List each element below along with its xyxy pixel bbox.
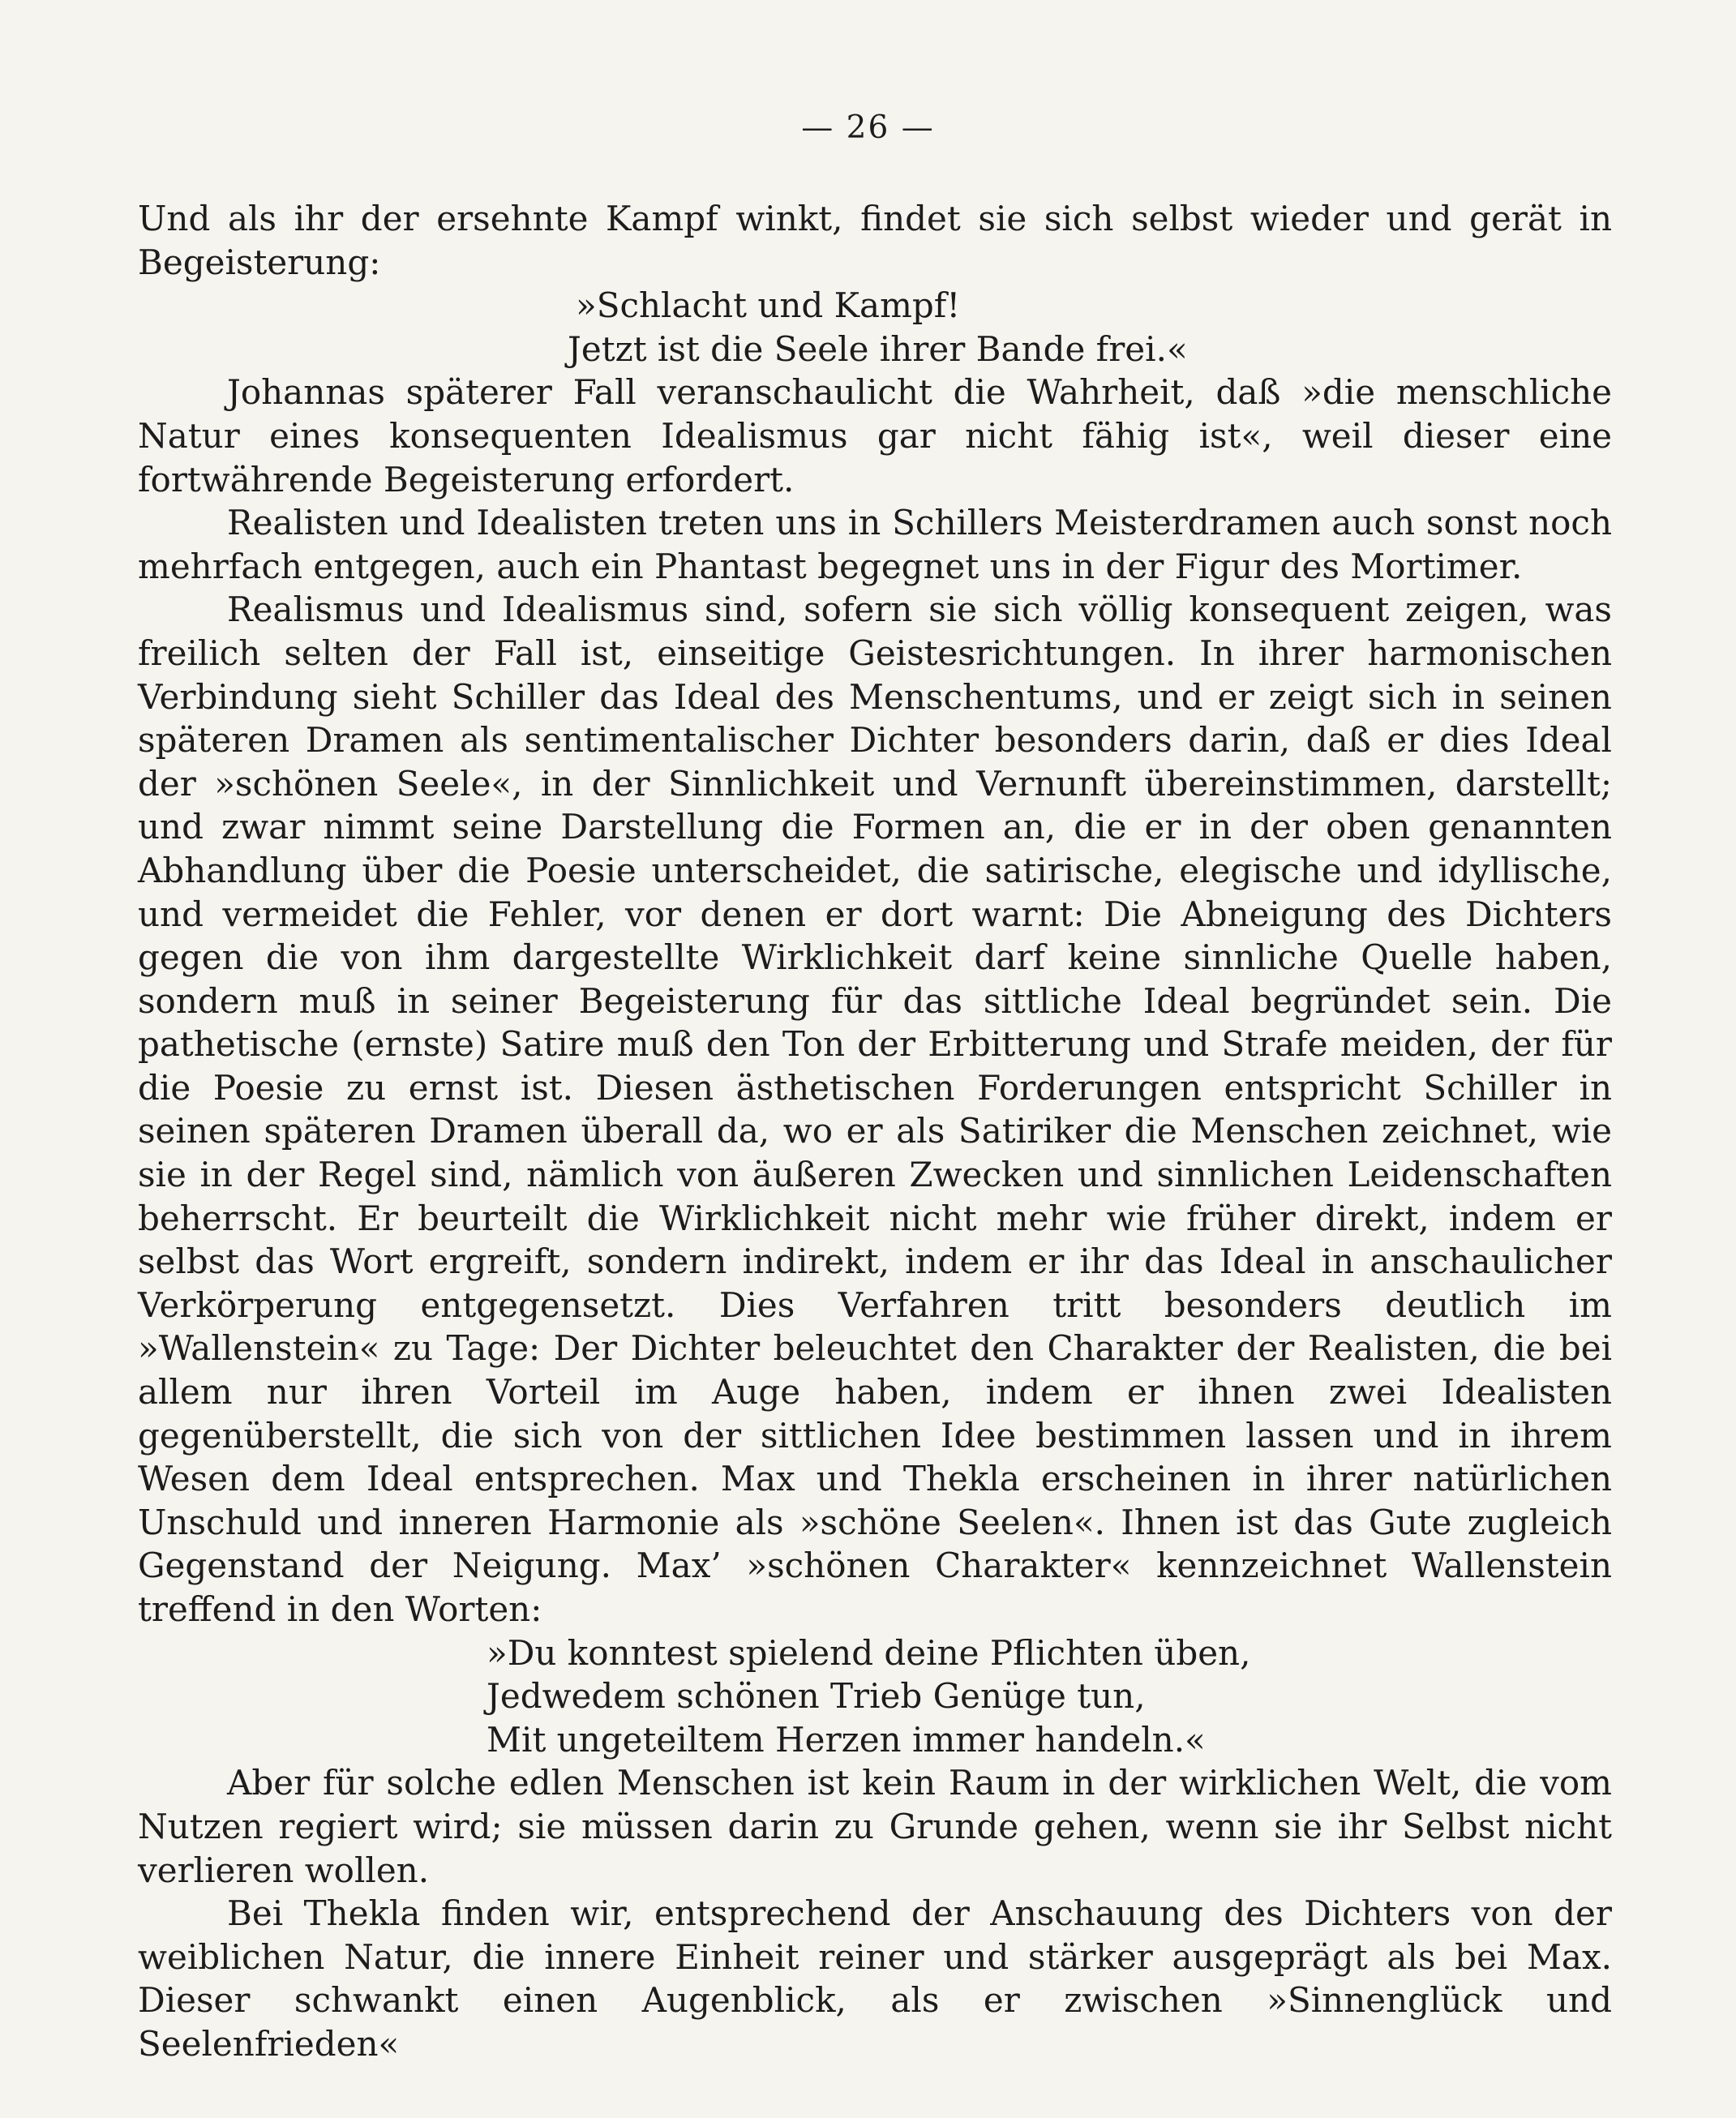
paragraph: Und als ihr der ersehnte Kampf winkt, findet sie sich selbst wieder und gerät in Begeisterung:: [138, 199, 1612, 282]
paragraph: Realisten und Idealisten treten uns in Schillers Meisterdramen auch sonst noch mehrfach entgegen, auch ein Phantast begegnet uns in der Figur des Mortimer.: [138, 503, 1612, 586]
verse-line: »Schlacht und Kampf!: [576, 285, 961, 326]
verse-quote: [138, 284, 1612, 371]
paragraph: Aber für solche edlen Menschen ist kein Raum in der wirklichen Welt, die vom Nutzen regiert wird; sie müssen darin zu Grunde gehen, wenn sie ihr Selbst nicht verlieren wollen.: [138, 1763, 1612, 1890]
verse-line: »Du konntest spielend deine Pflichten üben,: [487, 1632, 1251, 1673]
page-body: [138, 197, 1612, 2066]
verse-line: Mit ungeteiltem Herzen immer handeln.«: [487, 1719, 1206, 1760]
page-number: — 26 —: [801, 109, 935, 146]
paragraph: Bei Thekla finden wir, entsprechend der Anschauung des Dichters von der weiblichen Natur, die innere Einheit reiner und stärker ausgeprägt als bei Max. Dieser schwankt einen Augenblick, als er zwischen »Sinnenglück und Seelenfrieden«: [138, 1893, 1612, 2064]
paragraph: Realismus und Idealismus sind, sofern sie sich völlig konsequent zeigen, was freilich selten der Fall ist, einseitige Geistesrichtungen. In ihrer harmonischen Verbindung sieht Schiller das Ideal des Menschentums, und er zeigt sich in seinen späteren Dramen als sentimentalischer Dichter besonders darin, daß er dies Ideal der »schönen Seele«, in der Sinnlichkeit und Vernunft übereinstimmen, darstellt; und zwar nimmt seine Darstellung die Formen an, die er in der oben genannten Abhandlung über die Poesie unterscheidet, die satirische, elegische und idyllische, und vermeidet die Fehler, vor denen er dort warnt: Die Abneigung des Dichters gegen die von ihm dargestellte Wirklichkeit darf keine sinnliche Quelle haben, sondern muß in seiner Begeisterung für das sittliche Ideal begründet sein. Die pathetische (ernste) Satire muß den Ton der Erbitterung und Strafe meiden, der für die Poesie zu ernst ist. Diesen ästhetischen Forderungen entspricht Schiller in seinen späteren Dramen überall da, wo er als Satiriker die Menschen zeichnet, wie sie in der Regel sind, nämlich von äußeren Zwecken und sinnlichen Leidenschaften beherrscht. Er beurteilt die Wirklichkeit nicht mehr wie früher direkt, indem er selbst das Wort ergreift, sondern indirekt, indem er ihr das Ideal in anschaulicher Verkörperung entgegensetzt. Dies Verfahren tritt besonders deutlich im »Wallenstein« zu Tage: Der Dichter beleuchtet den Charakter der Realisten, die bei allem nur ihren Vorteil im Auge haben, indem er ihnen zwei Idealisten gegenüberstellt, die sich von der sittlichen Idee bestimmen lassen und in ihrem Wesen dem Ideal entsprechen. Max und Thekla erscheinen in ihrer natürlichen Unschuld und inneren Harmonie als »schöne Seelen«. Ihnen ist das Gute zugleich Gegenstand der Neigung. Max’ »schönen Charakter« kennzeichnet Wallenstein treffend in den Worten:: [138, 590, 1612, 1629]
verse-quote: [138, 1631, 1612, 1762]
verse-line: Jedwedem schönen Trieb Genüge tun,: [487, 1676, 1146, 1717]
verse-line: Jetzt ist die Seele ihrer Bande frei.«: [568, 328, 1188, 369]
paragraph: Johannas späterer Fall veranschaulicht die Wahrheit, daß »die menschliche Natur eines konsequenten Idealismus gar nicht fähig ist«, weil dieser eine fortwährende Begeisterung erfordert.: [138, 372, 1612, 499]
